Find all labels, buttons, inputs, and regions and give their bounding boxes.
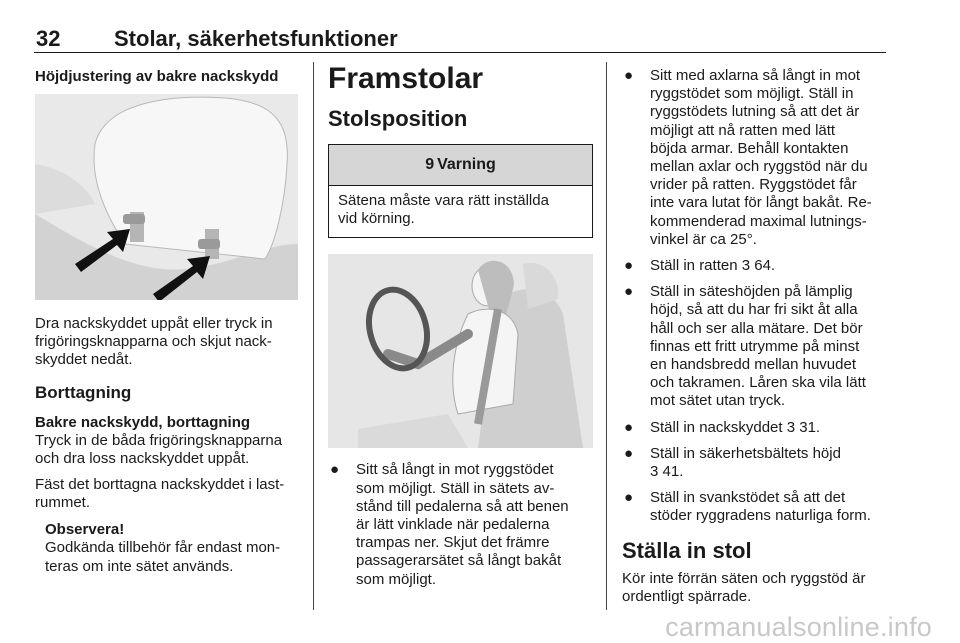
- text-line: vinkel är ca 25°.: [650, 230, 757, 248]
- text-line: Sitt så långt in mot ryggstödet: [356, 461, 554, 479]
- column-divider: [313, 62, 314, 610]
- text-line: mellan axlar och ryggstöd när du: [650, 158, 868, 176]
- text-line: ordentligt spärrade.: [622, 587, 752, 605]
- warning-header: [329, 145, 592, 186]
- headrest-illustration-icon: [35, 94, 298, 300]
- text-line: Tryck in de båda frigöringsknapparna: [35, 431, 283, 449]
- column-middle: [328, 62, 593, 597]
- column-divider: [606, 62, 607, 610]
- warning-body: [329, 186, 592, 237]
- driver-seat-illustration: [328, 254, 593, 448]
- warning-title: Varning: [437, 156, 496, 173]
- text-line: frigöringsknapparna och skjut nack-: [35, 333, 272, 351]
- text-line: passagerarsätet så långt bakåt: [356, 552, 562, 570]
- text-line: Ställ in säkerhetsbältets höjd: [650, 444, 841, 462]
- bullet-list: [328, 461, 593, 588]
- list-item: [622, 283, 890, 410]
- warning-box: [328, 144, 593, 238]
- text-line: håll och ser alla mätare. Det bör: [650, 319, 863, 337]
- page-header: [34, 26, 886, 53]
- driver-seat-illustration-icon: [328, 254, 593, 448]
- text-line: Sätena måste vara rätt inställda: [338, 192, 549, 209]
- bullet-list: [622, 67, 890, 526]
- column-left: [35, 62, 298, 576]
- page-section-title: Framstolar: [328, 62, 484, 95]
- headrest-illustration: [35, 94, 298, 300]
- list-item: [622, 257, 890, 275]
- text-line: Kör inte förrän säten och ryggstöd är: [622, 569, 866, 587]
- text-line: Sitt med axlarna så långt in mot: [650, 67, 861, 84]
- text-line: höjd, så att du har fri sikt åt alla: [650, 301, 858, 319]
- text-line: skyddet nedåt.: [35, 351, 133, 369]
- text-line: Ställ in säteshöjden på lämplig: [650, 283, 853, 301]
- text-line: vrider på ratten. Ryggstödet får: [650, 176, 857, 194]
- text-line: finnas ett fritt utrymme på minst: [650, 337, 860, 355]
- text-line: möjligt att nå ratten med lätt: [650, 121, 836, 139]
- bullet-icon: ●: [624, 418, 634, 436]
- bullet-icon: ●: [330, 461, 340, 479]
- section-heading-adjust-seat: Ställa in stol: [622, 537, 752, 563]
- section-heading-seat-position: Stolsposition: [328, 106, 468, 131]
- text-line: mot sätet utan tryck.: [650, 392, 786, 410]
- text-line: rummet.: [35, 494, 91, 512]
- section-heading-rear-headrest: Höjdjustering av bakre nackskydd: [35, 68, 279, 85]
- list-item: [328, 461, 593, 588]
- text-line: som möjligt. Ställ in sätets av-: [356, 479, 555, 497]
- text-line: ryggstödets lutning så att det är: [650, 103, 860, 121]
- subheading-removal: Bakre nackskydd, borttagning: [35, 413, 251, 431]
- text-line: Godkända tillbehör får endast mon-: [45, 539, 281, 557]
- bullet-icon: ●: [624, 67, 634, 84]
- text-line: stånd till pedalerna så att benen: [356, 497, 569, 515]
- section-heading-removal: Borttagning: [35, 382, 132, 402]
- text-line: trampas ner. Skjut det främre: [356, 534, 550, 552]
- text-line: 3 41.: [650, 463, 684, 481]
- text-line: Ställ in svankstödet så att det: [650, 489, 846, 507]
- text-line: Dra nackskyddet uppåt eller tryck in: [35, 315, 273, 332]
- text-line: inte vara lutat för långt bakåt. Re-: [650, 194, 872, 212]
- text-line: som möjligt.: [356, 570, 437, 588]
- column-right: [622, 62, 890, 606]
- text-line: och takramen. Låren ska vila lätt: [650, 374, 866, 392]
- list-item: [622, 445, 890, 481]
- page-number: 32: [36, 26, 61, 51]
- text-line: teras om inte sätet används.: [45, 557, 234, 575]
- list-item: [622, 489, 890, 525]
- text-line: Fäst det borttagna nackskyddet i last-: [35, 476, 285, 494]
- warning-triangle-icon: 9: [425, 156, 435, 173]
- bullet-icon: ●: [624, 489, 634, 507]
- text-line: Ställ in nackskyddet 3 31.: [650, 418, 821, 436]
- watermark: carmanualsonline.info: [665, 612, 932, 642]
- note-block: [35, 521, 298, 575]
- list-item: [622, 419, 890, 437]
- text-line: och dra loss nackskyddet uppåt.: [35, 449, 250, 467]
- text-line: ryggstödet som möjligt. Ställ in: [650, 85, 854, 103]
- text-line: en handsbredd mellan huvudet: [650, 356, 856, 374]
- bullet-icon: ●: [624, 257, 634, 275]
- note-title: Observera!: [45, 521, 125, 539]
- bullet-icon: ●: [624, 283, 634, 301]
- chapter-title: Stolar, säkerhetsfunktioner: [114, 26, 398, 51]
- list-item: [622, 67, 890, 249]
- text-line: är lätt vinklade när pedalerna: [356, 516, 550, 534]
- text-line: vid körning.: [338, 210, 415, 228]
- text-line: Ställ in ratten 3 64.: [650, 257, 776, 275]
- bullet-icon: ●: [624, 444, 634, 462]
- text-line: kommenderad maximal lutnings-: [650, 212, 867, 230]
- text-line: stöder ryggradens naturliga form.: [650, 507, 871, 525]
- text-line: böjda armar. Behåll kontakten: [650, 139, 849, 157]
